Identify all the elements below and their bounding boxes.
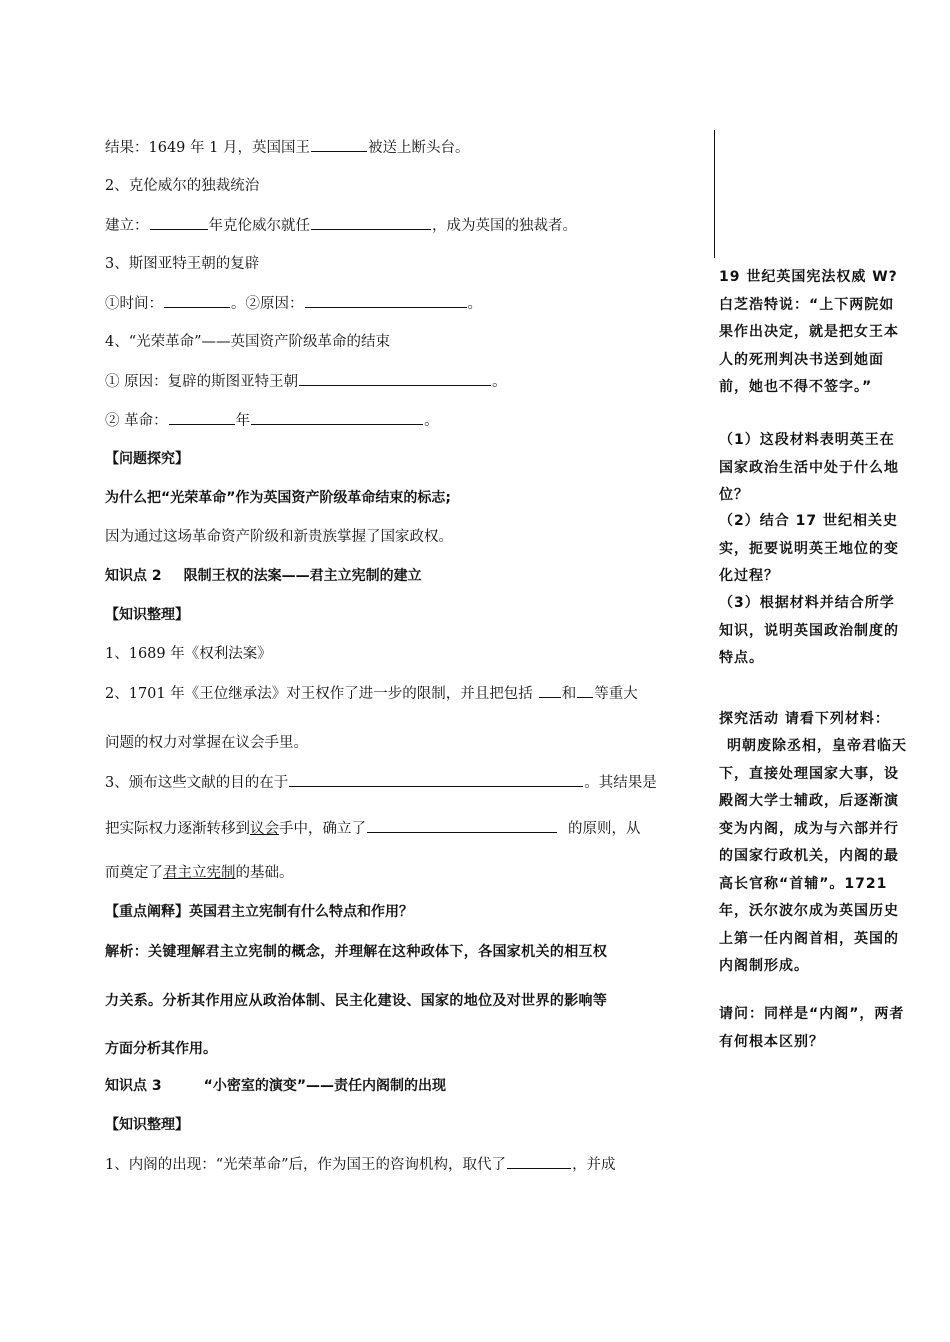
text: 的基础。 (235, 865, 294, 881)
text: 把实际权力逐渐转移到 (105, 821, 250, 837)
purpose-line (105, 772, 657, 793)
transfer-line (105, 818, 641, 839)
cause-line (105, 371, 507, 392)
analysis-line-2: 力关系。分析其作用应从政治体制、民主化建设、国家的地位及对世界的影响等 (105, 993, 608, 1009)
blank (305, 293, 467, 308)
act-of-settlement-line (105, 683, 695, 704)
blank (539, 683, 561, 698)
point-title: 限制王权的法案——君主立宪制的建立 (183, 568, 422, 584)
establish-line (105, 215, 577, 236)
blank (289, 772, 583, 787)
section-key-point: 【重点阐释】英国君主立宪制有什么特点和作用？ (105, 904, 413, 920)
cabinet-line (105, 1154, 616, 1175)
answer-text: 因为通过这场革命资产阶级和新贵族掌握了国家政权。 (105, 529, 453, 545)
side-question-1: （1）这段材料表明英王在国家政治生活中处于什么地位？ (719, 432, 899, 503)
underlined-text: 议会 (250, 821, 279, 837)
text: 2、1701 年《王位继承法》对王权作了进一步的限制，并且把包括 (105, 686, 533, 702)
knowledge-point-2 (105, 566, 422, 586)
text: 和 (561, 686, 577, 702)
text: 建立： (105, 218, 149, 234)
text: 。 (424, 413, 439, 429)
text: 而奠定了 (105, 865, 163, 881)
heading-glorious-revolution: 4、“光荣革命”——英国资产阶级革命的结束 (105, 334, 391, 350)
underlined-text: 君主立宪制 (163, 865, 236, 881)
text: 年克伦威尔就任 (208, 218, 310, 234)
analysis-line-3: 方面分析其作用。 (105, 1041, 217, 1057)
result-line (105, 137, 469, 158)
side-question-2: （2）结合 17 世纪相关史实，扼要说明英王地位的变化过程？ (719, 513, 899, 584)
text: 被送上断头台。 (367, 140, 470, 156)
side-quote: 19 世纪英国宪法权威 W?白芝浩特说：“上下两院如果作出决定，就是把女王本人的死刑判决书送到她面前，她也不得不签字。” (719, 269, 899, 395)
text: ① 原因：复辟的斯图亚特王朝 (105, 374, 299, 390)
blank (367, 818, 557, 833)
point-number: 知识点 3 (105, 1078, 162, 1094)
text: ，并成 (572, 1157, 616, 1173)
question-text: 为什么把“光荣革命”作为英国资产阶级革命结束的标志; (105, 490, 451, 506)
text: 等重大 (594, 686, 638, 702)
blank (507, 1154, 571, 1169)
blank (311, 215, 431, 230)
divider-line (714, 130, 715, 258)
section-question: 【问题探究】 (105, 451, 189, 467)
text: 。 (492, 374, 507, 390)
text: 。②原因： (231, 296, 304, 312)
time-reason-line (105, 293, 482, 314)
heading-cromwell: 2、克伦威尔的独裁统治 (105, 178, 260, 194)
side-question-4: 请问：同样是“内阁”，两者有何根本区别？ (719, 1006, 905, 1050)
heading-restoration: 3、斯图亚特王朝的复辟 (105, 256, 260, 272)
point-title: “小密室的演变”——责任内阁制的出现 (203, 1078, 447, 1094)
side-activity-title: 探究活动 请看下列材料： (719, 711, 890, 727)
revolution-line (105, 410, 439, 431)
text: 。其结果是 (584, 775, 657, 791)
knowledge-point-3 (105, 1076, 446, 1096)
text: 结果：1649 年 1 月，英国国王 (105, 140, 310, 156)
blank (311, 137, 367, 152)
text: 1、内阁的出现：“光荣革命”后，作为国王的咨询机构，取代了 (105, 1157, 507, 1173)
text: ①时间： (105, 296, 163, 312)
text: 手中，确立了 (279, 821, 366, 837)
blank (577, 683, 593, 698)
analysis-line-1: 解析：关键理解君主立宪制的概念，并理解在这种政体下，各国家机关的相互权 (105, 944, 608, 960)
side-question-3: （3）根据材料并结合所学知识，说明英国政治制度的特点。 (719, 595, 899, 666)
text-line: 问题的权力对掌握在议会手里。 (105, 735, 308, 751)
text: ，成为英国的独裁者。 (432, 218, 577, 234)
blank (251, 410, 423, 425)
text: 3、颁布这些文献的目的在于 (105, 775, 289, 791)
text: ② 革命： (105, 413, 168, 429)
section-knowledge: 【知识整理】 (105, 1117, 189, 1133)
blank (299, 371, 491, 386)
blank (150, 215, 208, 230)
bill-of-rights: 1、1689 年《权利法案》 (105, 646, 272, 662)
side-material: 明朝废除丞相，皇帝君临天下，直接处理国家大事，设殿阁大学士辅政，后逐渐演变为内阁，成为与六部并行的国家行政机关，内阁的最高长官称“首辅”。1721 年，沃尔波尔成为英国历史上第一任内阁首相，英国的内阁制形成。 (719, 738, 907, 974)
text: 的原则，从 (568, 821, 641, 837)
text: 年 (235, 413, 251, 429)
text: 。 (467, 296, 482, 312)
foundation-line (105, 863, 294, 883)
blank (164, 293, 230, 308)
point-number: 知识点 2 (105, 568, 162, 584)
section-knowledge: 【知识整理】 (105, 607, 189, 623)
blank (169, 410, 235, 425)
